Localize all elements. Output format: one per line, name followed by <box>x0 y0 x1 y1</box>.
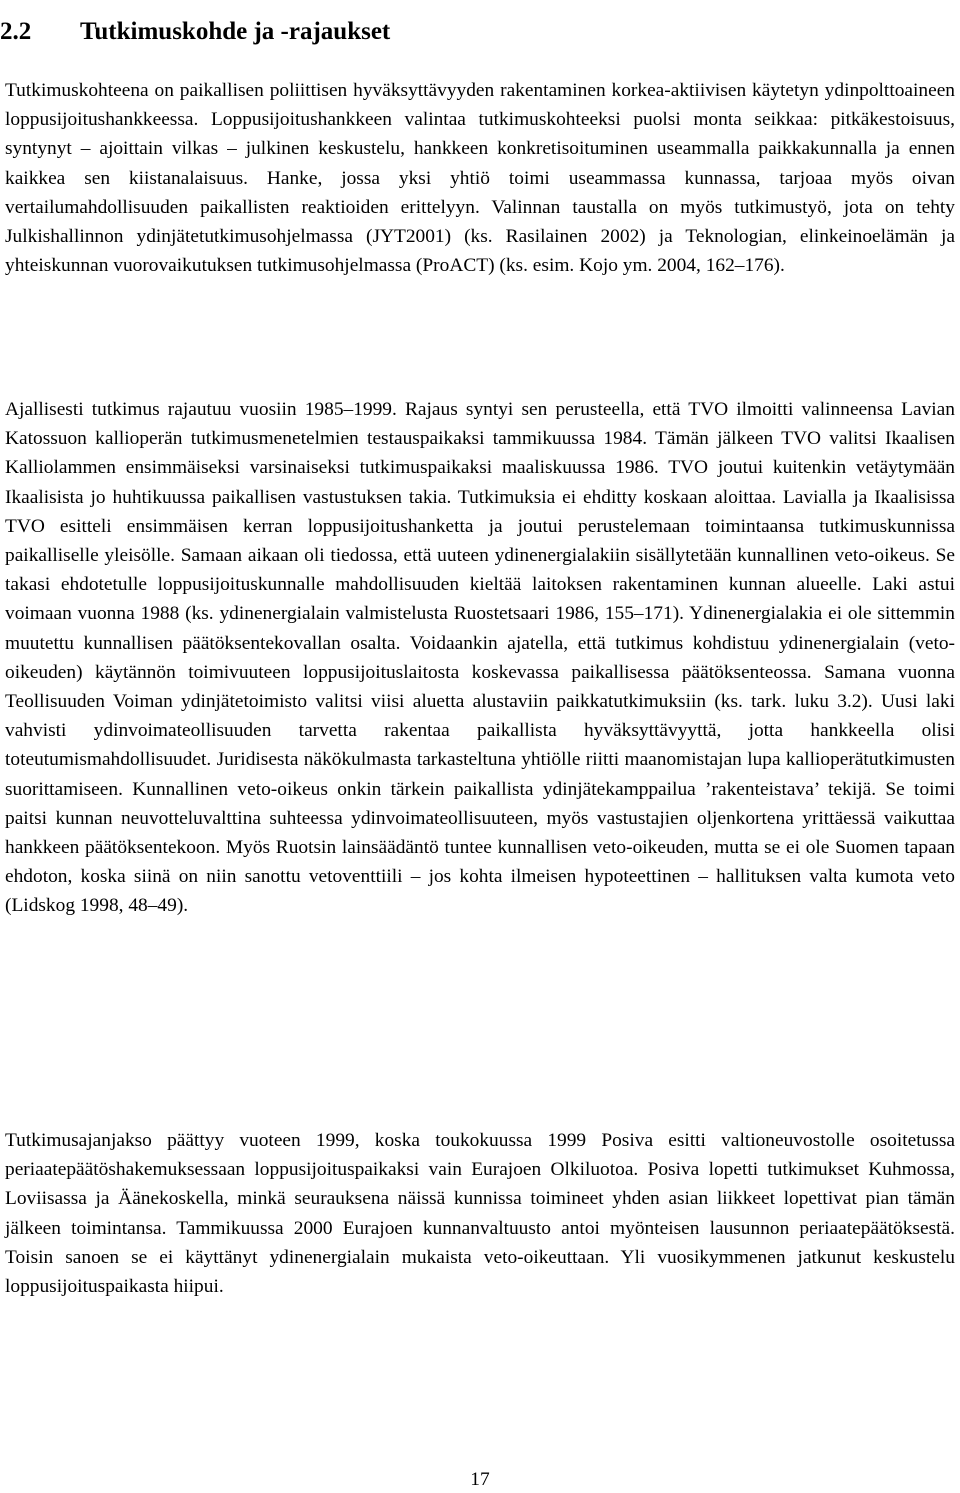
page-number: 17 <box>470 1469 490 1490</box>
section-number: 2.2 <box>0 17 32 45</box>
section-heading <box>0 17 390 47</box>
section-title: Tutkimuskohde ja -rajaukset <box>80 17 391 45</box>
paragraph-time-scope: Ajallisesti tutkimus rajautuu vuosiin 1985–1999. Rajaus syntyi sen perusteella, että TVO ilmoitti valinneensa Lavian Katossuon kallioperän tutkimusmenetelmien testauspaikaksi tammikuussa 1984. Tämän jälkeen TVO valitsi Ikaalisen Kalliolammen ensimmäiseksi varsinaiseksi tutkimuspaikaksi maaliskuussa 1986. TVO joutui kuitenkin vetäytymään Ikaalisista jo huhtikuussa paikallisen vastustuksen takia. Tutkimuksia ei ehditty koskaan aloittaa. Lavialla ja Ikaalisissa TVO esitteli ensimmäisen kerran loppusijoitushanketta ja joutui perustelemaan toimintaansa tutkimuskunnissa paikalliselle yleisölle. Samaan aikaan oli tiedossa, että uuteen ydinenergialakiin sisällytetään kunnallinen veto-oikeus. Se takasi ehdotetulle loppusijoituskunnalle mahdollisuuden kieltää laitoksen rakentaminen kunnan alueelle. Laki astui voimaan vuonna 1988 (ks. ydinenergialain valmistelusta Ruostetsaari 1986, 155–171). Ydinenergialakia ei ole sittemmin muutettu kunnallisen päätöksentekovallan osalta. Voidaankin ajatella, että tutkimus kohdistuu ydinenergialain (veto-oikeuden) käytännön toimivuuteen loppusijoituslaitosta koskevassa paikallisessa päätöksenteossa. Samana vuonna Teollisuuden Voiman ydinjätetoimisto valitsi viisi aluetta alustaviin paikkatutkimuksiin (ks. tark. luku 3.2). Uusi laki vahvisti ydinvoimateollisuuden tarvetta rakentaa paikallista hyväksyttävyyttä, jotta hankkeella olisi toteutumismahdollisuudet. Juridisesta näkökulmasta tarkasteltuna yhtiölle riitti maanomistajan lupa kallioperätutkimusten suorittamiseen. Kunnallinen veto-oikeus onkin tärkein paikallista ydinjätekamppailua ’rakenteistava’ tekijä. Se toimi paitsi kunnan neuvotteluvalttina suhteessa ydinvoimateollisuuteen, myös vastustajien oljenkortena yrittäessä vaikuttaa hankkeen päätöksentekoon. Myös Ruotsin lainsäädäntö tuntee kunnallisen veto-oikeuden, mutta se ei ole Suomen tapaan ehdoton, koska siinä on niin sanottu vetoventtiili – jos kohta ilmeisen hypoteettinen – hallituksen valta kumota veto (Lidskog 1998, 48–49). <box>5 399 955 917</box>
paragraph-period-end: Tutkimusajanjakso päättyy vuoteen 1999, koska toukokuussa 1999 Posiva esitti valtioneuvostolle osoitetussa periaatepäätöshakemuksessaan loppusijoituspaikaksi vain Eurajoen Olkiluotoa. Posiva lopetti tutkimukset Kuhmossa, Loviisassa ja Äänekoskella, minkä seurauksena näissä kunnissa toimineet yhden asian liikkeet lopettivat pian tämän jälkeen toimintansa. Tammikuussa 2000 Eurajoen kunnanvaltuusto antoi myönteisen lausunnon periaatepäätöksestä. Toisin sanoen se ei käyttänyt ydinenergialain mukaista veto-oikeuttaan. Yli vuosikymmenen jatkunut keskustelu loppusijoituspaikasta hiipui. <box>5 1130 955 1298</box>
paragraph-research-subject: Tutkimuskohteena on paikallisen poliittisen hyväksyttävyyden rakentaminen korkea-aktiivisen käytetyn ydinpolttoaineen loppusijoitushankkeessa. Loppusijoitushankkeen valintaa tutkimuskohteeksi puolsi monta seikkaa: pitkäkestoisuus, syntynyt – ajoittain vilkas – julkinen keskustelu, hankkeen konkretisoituminen useammalla paikkakunnalla ja ennen kaikkea sen kiistanalaisuus. Hanke, jossa yksi yhtiö toimi useammassa kunnassa, tarjoaa myös oivan vertailumahdollisuuden paikallisten reaktioiden erittelyyn. Valinnan taustalla on myös tutkimustyö, jota on tehty Julkishallinnon ydinjätetutkimusohjelmassa (JYT2001) (ks. Rasilainen 2002) ja Teknologian, elinkeinoelämän ja yhteiskunnan vuorovaikutuksen tutkimusohjelmassa (ProACT) (ks. esim. Kojo ym. 2004, 162–176). <box>5 80 955 277</box>
